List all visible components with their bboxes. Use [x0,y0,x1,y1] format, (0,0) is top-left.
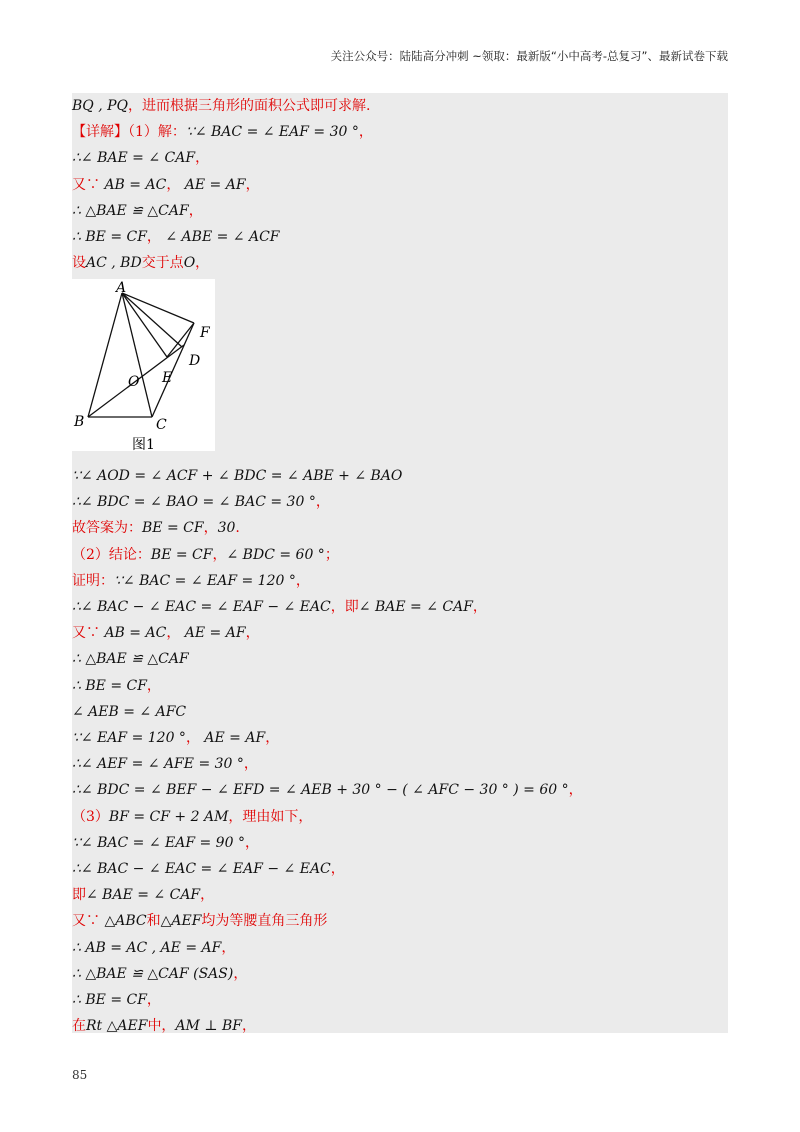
text-red: ， [146,229,161,245]
text-red: ， [200,887,215,904]
math-expression: BF = CF + 2 AM [108,808,229,825]
text-red: ， [146,992,161,1008]
text-red: ， [146,677,161,694]
math-expression: ∠ BDC = 60 ° [226,546,325,563]
math-expression: ∵∠ BAC = ∠ EAF = 30 ° [185,124,359,141]
text-red: ， [330,861,345,877]
math-expression: ∠ BAE = ∠ CAF [358,599,473,615]
figure-caption: 图1 [132,437,155,451]
text-red: ， [166,176,181,193]
math-expression: ∴ AB = AC , AE = AF [72,939,222,956]
text-red: （3） [72,808,109,825]
solution-content [72,93,728,1033]
text-red: ，即 [330,599,359,615]
math-expression: O [183,255,196,272]
math-expression: AM ⊥ BF [175,1018,242,1035]
segment-FC [152,323,194,417]
text-red: ，理由如下， [228,808,313,825]
solution-line [72,725,279,751]
math-expression: ∠ ABE = ∠ ACF [160,229,280,245]
label-B: B [74,414,85,430]
text-red: ，进而根据三角形的面积公式即可求解. [128,98,371,114]
solution-line [72,882,214,908]
math-expression: ∵∠ BAC = ∠ EAF = 90 ° [72,834,245,851]
text-red: ， [221,939,236,956]
solution-line [72,673,161,699]
text-red: . [235,520,240,537]
page-number: 85 [72,1068,88,1082]
math-expression: △AEF [160,913,202,930]
math-expression: △ABC [100,913,147,930]
math-expression: AB = AC [100,625,167,642]
geometry-diagram [72,279,215,451]
text-red: 中， [147,1018,176,1035]
math-expression: ∴∠ AEF = ∠ AFE = 30 ° [72,756,244,773]
solution-line [72,620,260,646]
math-expression: ∴ △BAE ≌ △CAF [72,651,189,668]
solution-line [72,93,370,119]
segment-AD [122,293,182,347]
text-red: ， [241,1018,256,1035]
text-red: ， [245,625,260,642]
figure-1 [72,279,215,451]
math-expression: BQ , PQ [72,98,129,114]
text-red: 故答案为： [72,520,142,537]
math-expression: AE = AF [199,730,266,746]
text-red: 【详解】（1）解： [72,124,186,141]
solution-line [72,489,330,515]
math-expression: ∴∠ BDC = ∠ BAO = ∠ BAC = 30 ° [72,494,316,511]
text-red: ， [472,599,487,615]
label-C: C [156,417,167,433]
solution-line [72,699,186,725]
solution-line [72,119,373,145]
text-red: ， [195,150,210,167]
text-red: ， [568,782,583,799]
label-D: D [189,353,201,369]
solution-line [72,145,209,171]
solution-line [72,908,327,934]
solution-line [72,172,260,198]
solution-line [72,777,583,803]
text-red: ， [245,176,260,193]
math-expression: BE = CF [142,520,204,537]
text-red: ， [203,520,218,537]
page-header: 关注公众号：陆陆高分冲刺 ~领取：最新版“小中高考-总复习”、最新试卷下载 [330,49,728,63]
math-expression: ∴ BE = CF [72,992,147,1008]
math-expression: ∴ BE = CF [72,229,147,245]
text-red: ， [265,730,280,746]
text-red: ， [233,965,248,982]
math-expression: AC , BD [86,255,142,272]
math-expression: Rt △AEF [86,1018,148,1035]
text-red: ， [166,625,181,642]
solution-line [72,594,487,620]
label-E: E [162,370,173,386]
math-expression: BE = CF [150,546,213,563]
math-expression: 30 [217,520,236,537]
text-red: 又∵ [72,176,100,193]
text-red: 均为等腰直角三角形 [201,913,328,930]
math-expression: ∴∠ BAC − ∠ EAC = ∠ EAF − ∠ EAC [72,599,331,615]
solution-line [72,1013,256,1039]
text-red: ， [188,202,203,219]
text-red: 又∵ [72,625,100,642]
math-expression: AE = AF [180,176,246,193]
solution-line [72,751,258,777]
solution-line [72,224,280,250]
solution-line [72,542,339,568]
solution-line [72,856,345,882]
solution-line [72,198,203,224]
text-red: 在 [72,1018,86,1035]
math-expression: ∵∠ AOD = ∠ ACF + ∠ BDC = ∠ ABE + ∠ BAO [72,468,403,484]
math-expression: ∴ △BAE ≌ △CAF [72,202,189,219]
text-red: 证明： [72,572,114,589]
label-F: F [200,325,210,341]
math-expression: AE = AF [180,625,246,642]
solution-line [72,568,310,594]
segment-AC [122,293,152,417]
solution-line [72,961,247,987]
text-red: ， [295,572,310,589]
math-expression: ∴ △BAE ≌ △CAF (SAS) [72,965,234,982]
text-red: 设 [72,255,86,272]
text-red: 交于点 [141,255,184,272]
math-expression: ∠ BAE = ∠ CAF [86,887,201,904]
text-red: ； [324,546,339,563]
text-red: 和 [146,913,161,930]
text-red: ， [195,255,210,272]
solution-line [72,935,235,961]
solution-line [72,646,189,672]
text-red: ， [243,756,258,773]
text-red: ， [185,730,200,746]
solution-line [72,515,240,541]
text-red: ， [358,124,373,141]
solution-line [72,250,209,276]
math-expression: ∴ BE = CF [72,677,147,694]
math-expression: ∵∠ BAC = ∠ EAF = 120 ° [114,572,296,589]
text-red: ， [244,834,259,851]
text-red: 即 [72,887,86,904]
math-expression: ∴∠ BAC − ∠ EAC = ∠ EAF − ∠ EAC [72,861,331,877]
text-red: 又∵ [72,913,100,930]
text-red: ， [315,494,330,511]
math-expression: ∴∠ BDC = ∠ BEF − ∠ EFD = ∠ AEB + 30 ° − ( ∠ AFC − 30 ° ) = 60 ° [72,782,569,799]
label-A: A [116,280,127,296]
solution-line [72,987,161,1013]
label-O: O [128,374,140,390]
math-expression: ∴∠ BAE = ∠ CAF [72,150,196,167]
solution-line [72,830,259,856]
solution-line [72,463,402,489]
solution-line [72,804,312,830]
math-expression: AB = AC [100,176,167,193]
segment-AB [88,293,122,417]
text-red: ， [212,546,227,563]
math-expression: ∵∠ EAF = 120 ° [72,730,186,746]
text-red: （2）结论： [72,546,151,563]
math-expression: ∠ AEB = ∠ AFC [72,703,187,720]
